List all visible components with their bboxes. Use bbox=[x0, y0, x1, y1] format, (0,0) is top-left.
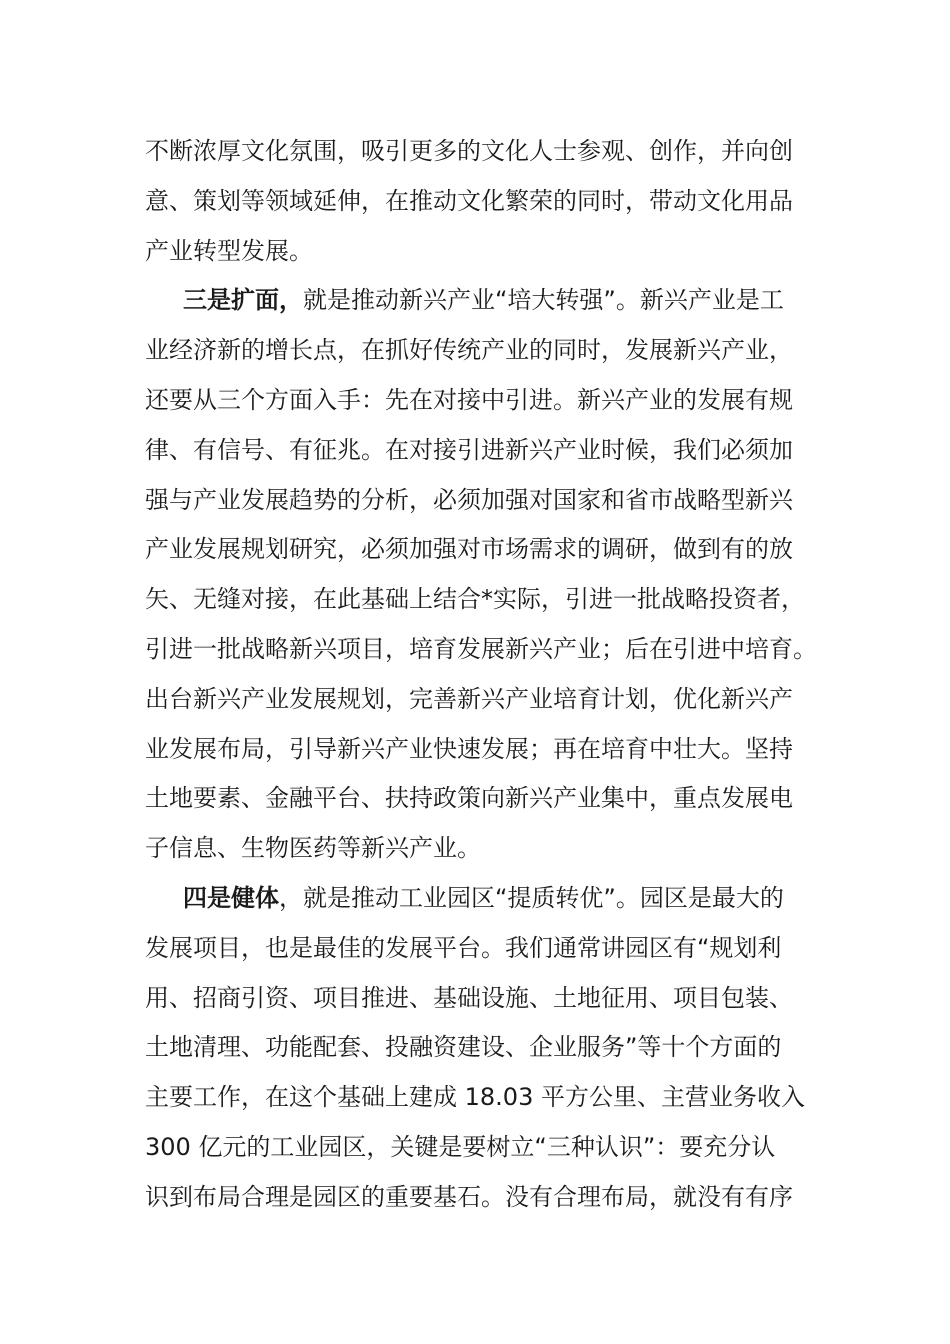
text-line: 引进一批战略新兴项目，培育发展新兴产业；后在引进中培育。 bbox=[145, 634, 817, 663]
text-line: 识到布局合理是园区的重要基石。没有合理布局，就没有有序 bbox=[145, 1182, 793, 1211]
section-3-first-line bbox=[145, 276, 825, 326]
section-3-intro: 就是推动新兴产业“培大转强”。新兴产业是工 bbox=[303, 286, 784, 315]
text-line: 发展项目，也是最佳的发展平台。我们通常讲园区有“规划利 bbox=[145, 933, 782, 962]
text-line: 产业转型发展。 bbox=[145, 236, 313, 265]
text-line: 300 亿元的工业园区，关键是要树立“三种认识”：要充分认 bbox=[145, 1132, 776, 1161]
text-line: 还要从三个方面入手：先在对接中引进。新兴产业的发展有规 bbox=[145, 385, 793, 414]
text-line: 不断浓厚文化氛围，吸引更多的文化人士参观、创作，并向创 bbox=[145, 137, 793, 165]
text-line: 意、策划等领域延伸，在推动文化繁荣的同时，带动文化用品 bbox=[145, 186, 793, 215]
section-4-intro: ，就是推动工业园区“提质转优”。园区是最大的 bbox=[279, 883, 784, 912]
text-line: 业经济新的增长点，在抓好传统产业的同时，发展新兴产业， bbox=[145, 336, 793, 365]
document-body bbox=[145, 127, 825, 1223]
text-line: 矢、无缝对接，在此基础上结合*实际，引进一批战略投资者， bbox=[145, 585, 805, 614]
text-line: 子信息、生物医药等新兴产业。 bbox=[145, 834, 481, 863]
text-line: 业发展布局，引导新兴产业快速发展；再在培育中壮大。坚持 bbox=[145, 734, 793, 763]
text-line: 律、有信号、有征兆。在对接引进新兴产业时候，我们必须加 bbox=[145, 435, 793, 464]
text-line: 强与产业发展趋势的分析，必须加强对国家和省市战略型新兴 bbox=[145, 485, 793, 514]
section-4-heading: 四是健体 bbox=[183, 883, 279, 912]
text-line: 用、招商引资、项目推进、基础设施、土地征用、项目包装、 bbox=[145, 983, 793, 1012]
section-3-heading: 三是扩面， bbox=[183, 286, 303, 315]
text-line: 土地要素、金融平台、扶持政策向新兴产业集中，重点发展电 bbox=[145, 784, 793, 813]
section-4-first-line bbox=[145, 874, 825, 924]
text-line: 出台新兴产业发展规划，完善新兴产业培育计划，优化新兴产 bbox=[145, 684, 793, 713]
text-line: 主要工作，在这个基础上建成 18.03 平方公里、主营业务收入 bbox=[145, 1083, 805, 1112]
text-line: 产业发展规划研究，必须加强对市场需求的调研，做到有的放 bbox=[145, 535, 793, 564]
text-line: 土地清理、功能配套、投融资建设、企业服务”等十个方面的 bbox=[145, 1033, 782, 1062]
